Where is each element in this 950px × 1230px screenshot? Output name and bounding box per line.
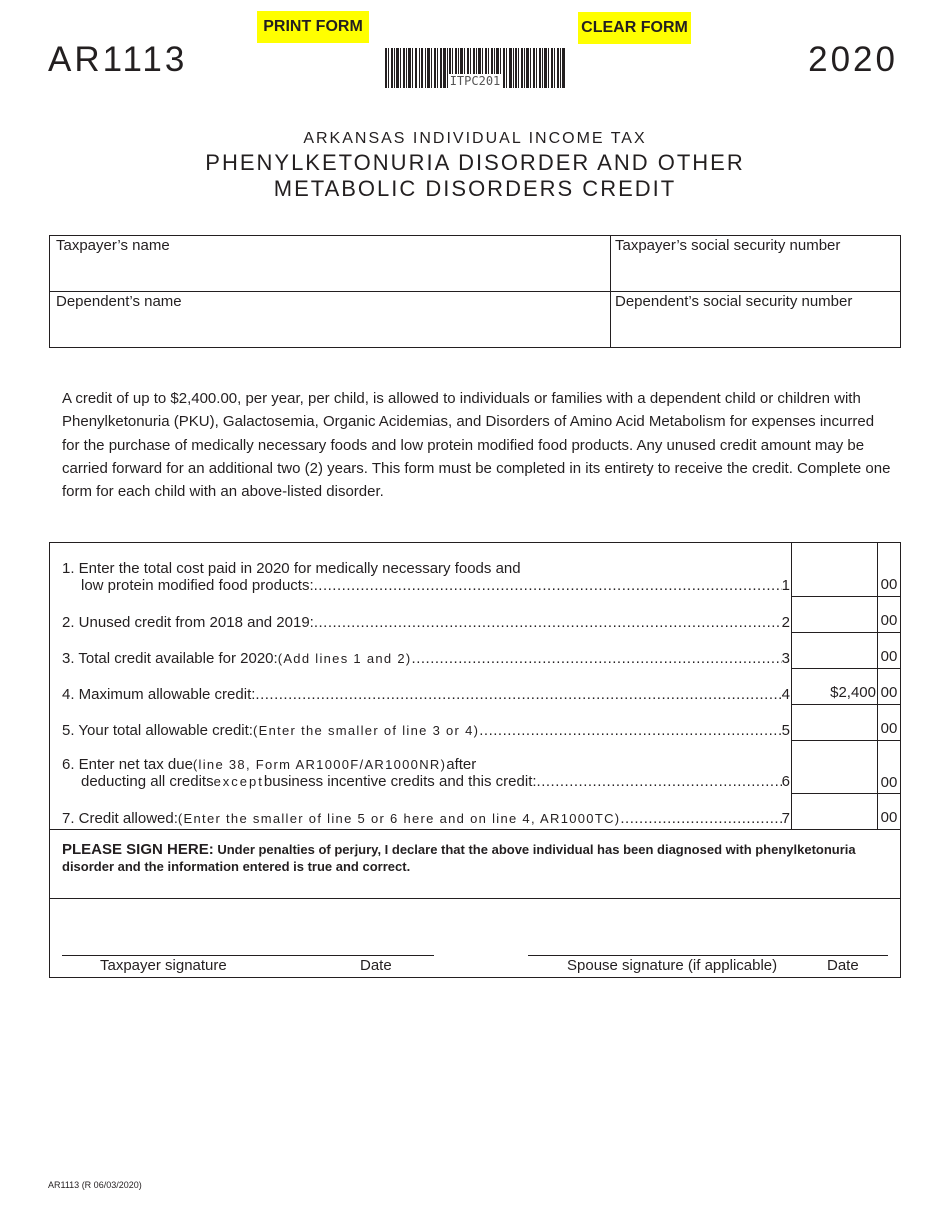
line-4-cents: 00 [880,684,898,701]
dependent-ssn-field[interactable] [611,292,901,348]
line-6-amount-input[interactable] [792,742,876,792]
row-divider [791,704,900,705]
spouse-date-label: Date [827,957,859,974]
form-title-line1: PHENYLKETONURIA DISORDER AND OTHER [205,150,745,175]
line-4 [62,686,790,703]
line-3-cents: 00 [880,648,898,665]
taxpayer-ssn-field[interactable] [611,236,901,292]
line-2-text: 2. Unused credit from 2018 and 2019: [62,614,314,631]
tax-year: 2020 [808,40,898,79]
section-divider [50,898,900,899]
line-3-amount-input[interactable] [792,634,876,667]
line-1-cents: 00 [880,576,898,593]
credit-computation-box [49,542,901,978]
spouse-signature-label: Spouse signature (if applicable) [567,957,778,974]
line-2-cents: 00 [880,612,898,629]
sign-statement [62,841,888,875]
agency-title: ARKANSAS INDIVIDUAL INCOME TAX [303,130,647,147]
print-form-button[interactable]: PRINT FORM [257,11,369,43]
line-2-number: 2 [781,614,790,631]
line-6-number: 6 [781,773,790,790]
line-1-number: 1 [781,577,790,594]
taxpayer-date-label: Date [360,957,392,974]
taxpayer-info-table [49,235,901,348]
line-7-cents: 00 [880,809,898,826]
line-7-number: 7 [781,810,790,827]
line-6-except: except [213,774,264,789]
sign-lead: PLEASE SIGN HERE: [62,841,214,858]
line-1 [62,560,790,594]
taxpayer-signature-line[interactable] [62,955,434,956]
barcode-text [385,74,565,88]
line-5-instruction: (Enter the smaller of line 3 or 4) [252,723,480,738]
section-divider [50,829,900,830]
line-6-text-cont: deducting all credits [81,773,214,790]
row-divider [791,632,900,633]
line-3-instruction: (Add lines 1 and 2) [277,651,412,666]
line-1-text-cont: low protein modified food products: [81,577,314,594]
row-divider [791,740,900,741]
dependent-ssn-label: Dependent’s social security number [615,293,853,310]
line-1-amount-input[interactable] [792,567,876,595]
line-7-amount-input[interactable] [792,795,876,828]
line-1-text: 1. Enter the total cost paid in 2020 for medically necessary foods and [62,560,521,577]
line-3 [62,650,790,667]
line-2 [62,614,790,631]
line-6-text-end: after [446,756,477,773]
line-4-text: 4. Maximum allowable credit: [62,686,256,703]
clear-form-button[interactable]: CLEAR FORM [578,12,691,44]
line-6-instruction: (line 38, Form AR1000F/AR1000NR) [192,757,447,772]
line-2-amount-input[interactable] [792,598,876,631]
taxpayer-name-field[interactable] [50,236,611,292]
form-number: AR1113 [48,40,188,79]
line-4-amount: $2,400 [830,684,876,701]
line-5-text: 5. Your total allowable credit: [62,722,253,739]
line-3-text: 3. Total credit available for 2020: [62,650,278,667]
sign-text: Under penalties of perjury, I declare that the above individual has been diagnosed with phenylketonuria disorder and the information entered is true and correct. [62,842,856,874]
taxpayer-signature-label: Taxpayer signature [100,957,227,974]
cents-column-divider [877,543,878,829]
line-7-instruction: (Enter the smaller of line 5 or 6 here and on line 4, AR1000TC) [177,811,621,826]
row-divider [791,596,900,597]
line-3-number: 3 [781,650,790,667]
dependent-name-field[interactable] [50,292,611,348]
line-6-text-cont2: business incentive credits and this credit: [263,773,537,790]
line-5-cents: 00 [880,720,898,737]
form-title [0,150,950,202]
line-7-text: 7. Credit allowed: [62,810,178,827]
dependent-name-label: Dependent’s name [56,293,182,310]
line-6-text: 6. Enter net tax due [62,756,193,773]
credit-description: A credit of up to $2,400.00, per year, per child, is allowed to individuals or families with a dependent child or children with Phenylketonuria (PKU), Galactosemia, Organic Acidemias, and Disorders of Amino Acid Metabolism for expenses incurred for the purchase of medically necessary foods and low protein modified food products. Any unused credit amount may be carried forward for an additional two (2) years. This form must be completed in its entirety to receive the credit. Complete one form for each child with an above-listed disorder. [62,390,891,501]
row-divider [791,668,900,669]
taxpayer-name-label: Taxpayer’s name [56,237,170,254]
line-5-amount-input[interactable] [792,706,876,739]
form-revision: AR1113 (R 06/03/2020) [48,1180,142,1190]
line-6-cents: 00 [880,774,898,791]
line-4-number: 4 [781,686,790,703]
row-divider [791,793,900,794]
line-5-number: 5 [781,722,790,739]
line-6 [62,756,790,790]
line-5 [62,722,790,739]
barcode-label: ITPC201 [449,74,501,88]
line-7 [62,810,790,827]
taxpayer-ssn-label: Taxpayer’s social security number [615,237,841,254]
form-title-line2: METABOLIC DISORDERS CREDIT [273,176,677,201]
spouse-signature-line[interactable] [528,955,888,956]
